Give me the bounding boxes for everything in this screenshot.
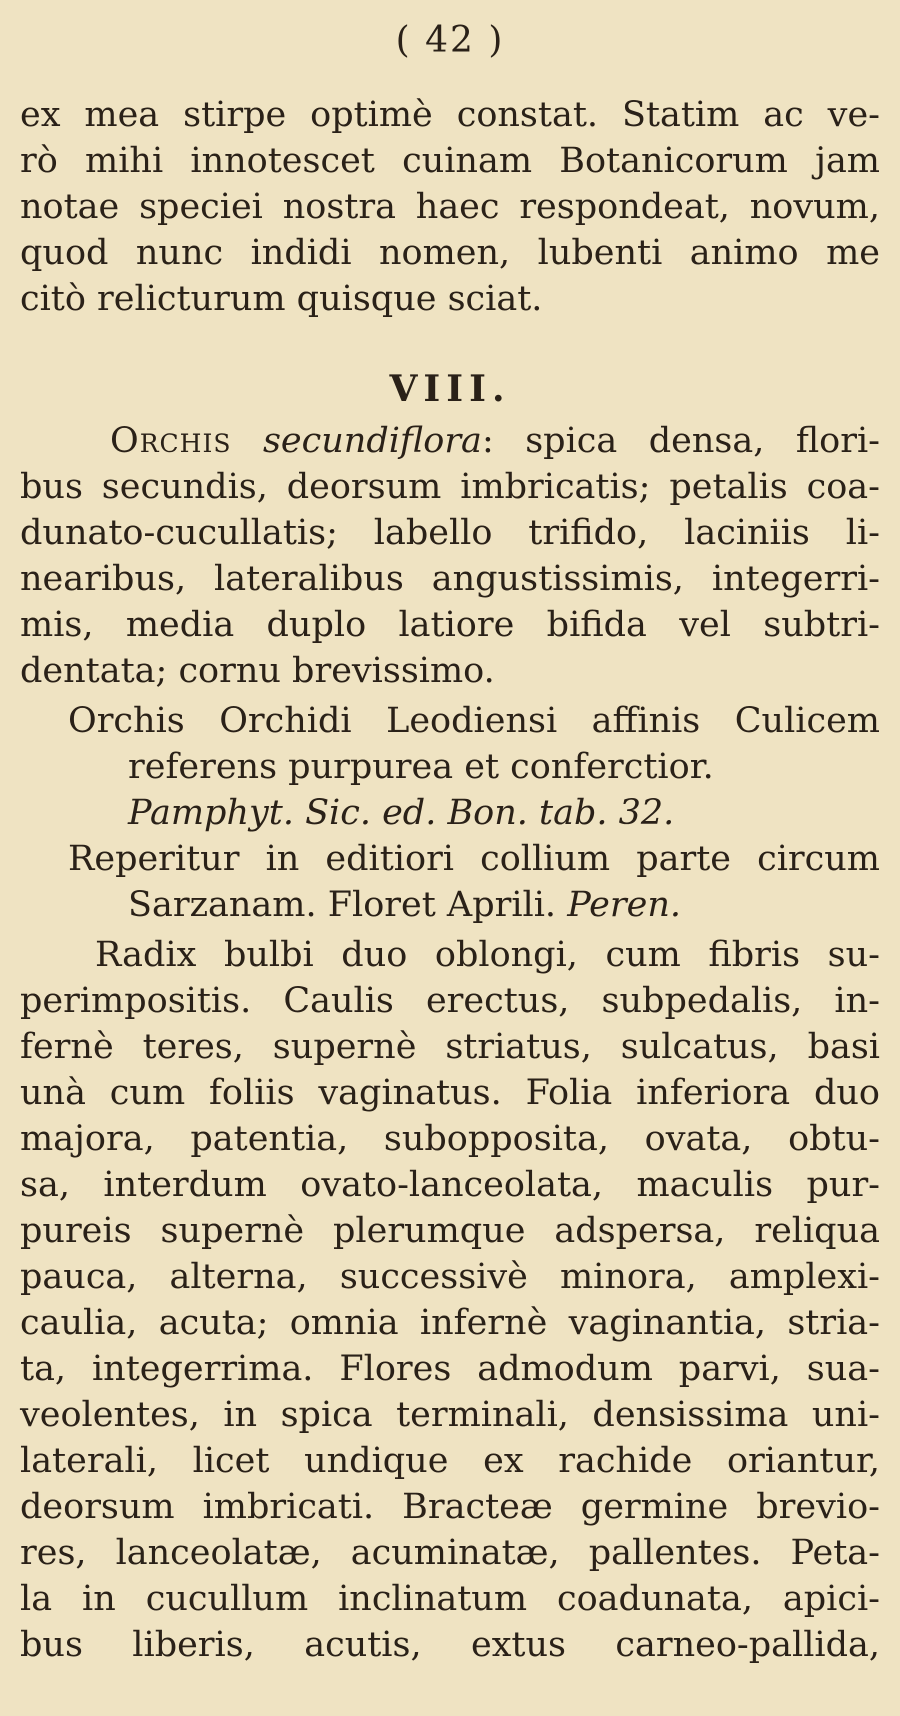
text-line: dentata; cornu brevissimo. [20,651,495,691]
description-line: sa, interdum ovato-lanceolata, maculis pur- [20,1165,880,1205]
description-line: perimpositis. Caulis erectus, subpedalis, in- [20,981,880,1021]
description-line: ta, integerrima. Flores admodum parvi, sua- [20,1349,880,1389]
species-epithet: secundiflora [262,421,482,461]
duration-note: Peren. [567,885,681,925]
synonym-line: Orchis Orchidi Leodiensi affinis Culicem [68,701,880,741]
text-fragment: Sarzanam. Floret Aprili. [128,885,557,925]
section-heading: VIII. [389,368,511,410]
text-line: rò mihi innotescet cuinam Botanicorum jam [20,141,880,181]
text-line: mis, media duplo latiore bifida vel subtri- [20,605,880,645]
description-line: caulia, acuta; omnia infernè vaginantia, stria- [20,1303,880,1343]
description-line: Radix bulbi duo oblongi, cum fibris su- [95,935,880,975]
description-line: deorsum imbricati. Bracteæ germine brevio- [20,1487,880,1527]
text-line: dunato-cucullatis; labello trifido, laciniis li- [20,513,880,553]
description-line: pauca, alterna, successivè minora, amplexi- [20,1257,880,1297]
page-number: ( 42 ) [395,20,505,61]
genus-name: Orchis [110,421,232,461]
citation: Pamphyt. Sic. ed. Bon. tab. 32. [128,793,675,833]
text-line: nearibus, lateralibus angustissimis, integerri- [20,559,880,599]
description-line: bus liberis, acutis, extus carneo-pallida, [20,1625,880,1665]
description-line: fernè teres, supernè striatus, sulcatus, basi [20,1027,880,1067]
description-line: unà cum foliis vaginatus. Folia inferiora duo [20,1073,880,1113]
description-line: majora, patentia, subopposita, ovata, obtu- [20,1119,880,1159]
habitat-line [128,884,900,926]
synonym-line: referens purpurea et conferctior. [128,747,714,787]
species-diagnosis-line [110,420,880,462]
description-line: pureis supernè plerumque adspersa, reliqua [20,1211,880,1251]
text-line: citò relicturum quisque sciat. [20,279,543,319]
text-line: ex mea stirpe optimè constat. Statim ac ve- [20,95,880,135]
description-line: laterali, licet undique ex rachide oriantur, [20,1441,880,1481]
description-line: res, lanceolatæ, acuminatæ, pallentes. Peta- [20,1533,880,1573]
description-line: la in cucullum inclinatum coadunata, apici- [20,1579,880,1619]
text-line: bus secundis, deorsum imbricatis; petalis coa- [20,467,880,507]
description-line: veolentes, in spica terminali, densissima uni- [20,1395,880,1435]
habitat-line: Reperitur in editiori collium parte circum [68,839,880,879]
text-line: quod nunc indidi nomen, lubenti animo me [20,233,880,273]
text-fragment: : spica densa, flori- [481,421,880,461]
text-line: notae speciei nostra haec respondeat, novum, [20,187,880,227]
